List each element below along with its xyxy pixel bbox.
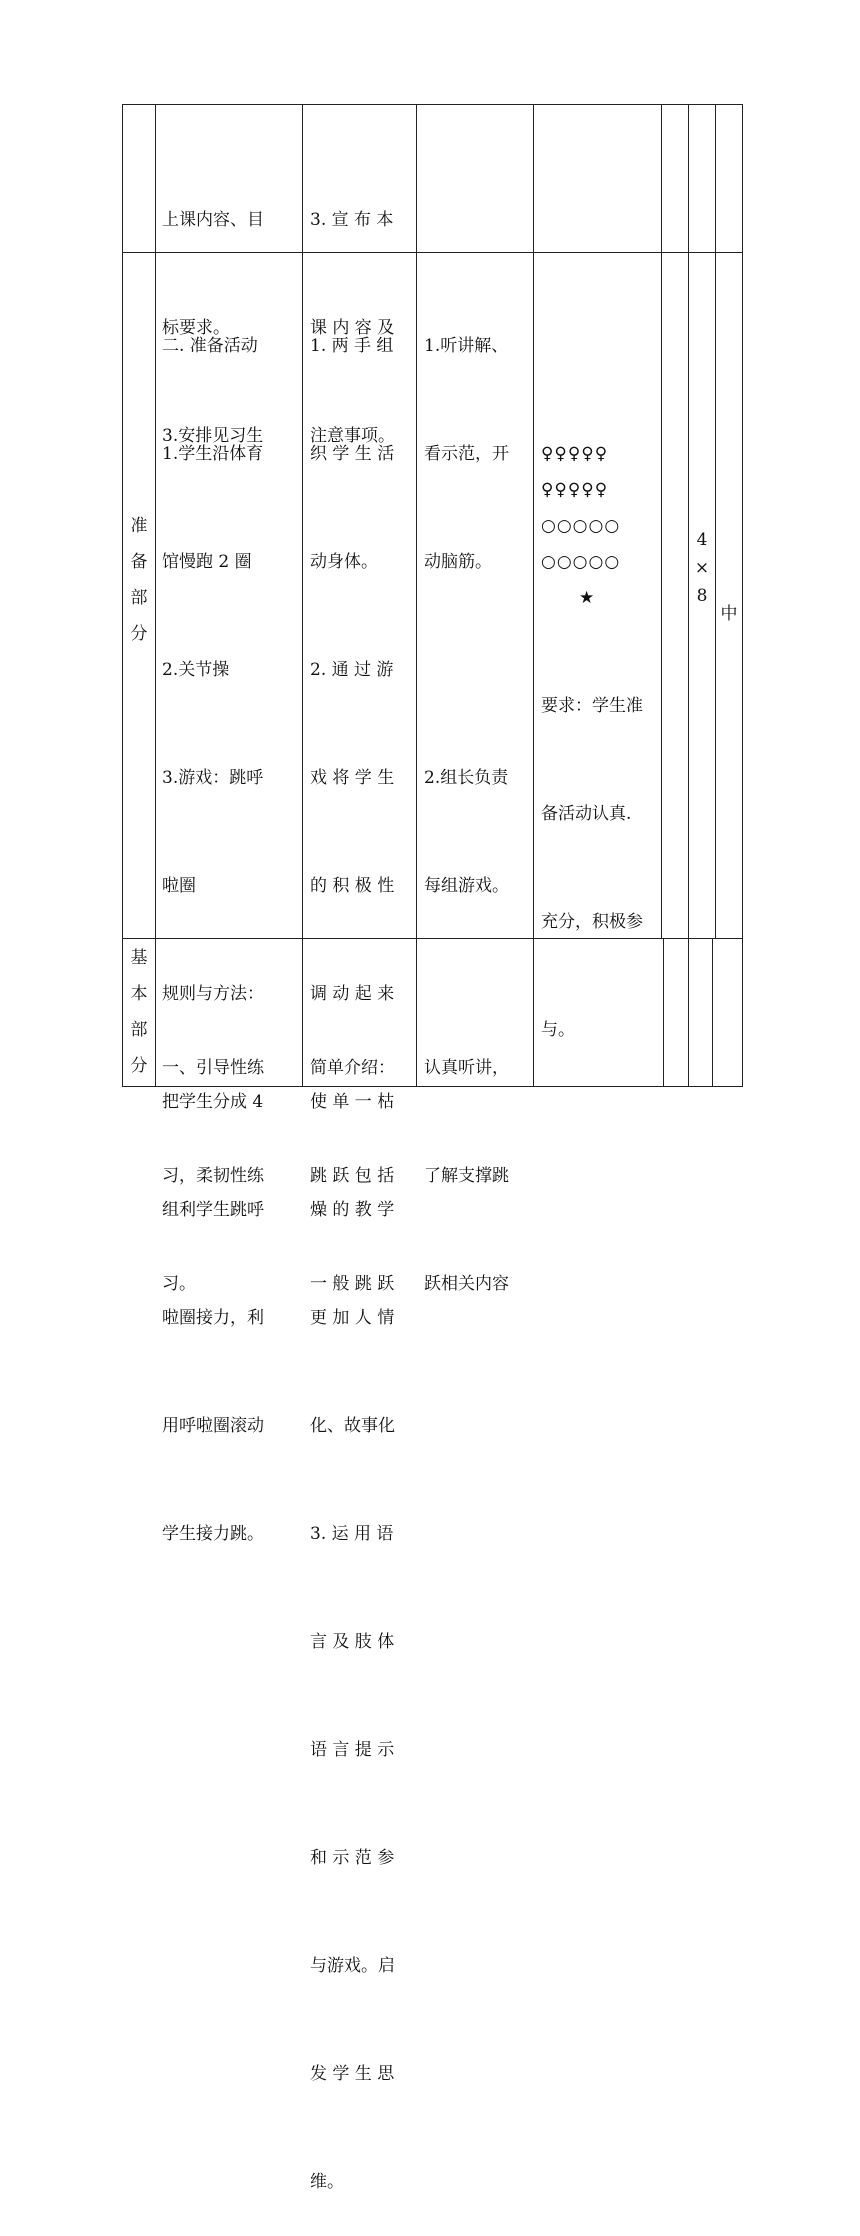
row3-content-line-2: 习，柔韧性练	[162, 1166, 264, 1186]
row1-content-line-1: 上课内容、目	[162, 210, 264, 230]
row2-content-line-12: 学生接力跳。	[162, 1524, 264, 1544]
row2-teacher-line-4: 2. 通 过 游	[310, 660, 394, 680]
requirement-line-4: 与。	[541, 1020, 575, 1040]
row2-teacher-line-1: 1. 两 手 组	[310, 336, 394, 356]
column-divider-5b	[663, 938, 664, 1087]
requirement-line-2: 备活动认真.	[541, 804, 632, 824]
circle-row-1: ○○○○○	[541, 516, 621, 536]
intensity-label: 中	[720, 604, 738, 624]
row2-teacher-line-10: 更 加 人 情	[310, 1308, 395, 1328]
row3-student-line-1: 认真听讲，	[424, 1058, 509, 1078]
row2-formation-cell	[541, 436, 659, 616]
row2-student-line-6: 每组游戏。	[424, 876, 509, 896]
row2-teacher-line-9: 燥 的 教 学	[310, 1200, 395, 1220]
row2-requirement-text	[541, 616, 659, 1084]
table-border-top	[122, 104, 742, 105]
row2-content-line-2: 1.学生沿体育	[162, 444, 264, 464]
row2-section-label	[123, 508, 155, 652]
row3-teacher-line-2: 跳 跃 包 括	[310, 1166, 395, 1186]
row2-student-line-4	[424, 652, 528, 688]
row3-content-cell	[162, 978, 296, 1338]
column-divider-7	[715, 104, 716, 939]
section-char-4: 分	[130, 624, 148, 644]
row2-student-line-2: 看示范，开	[424, 444, 509, 464]
row3-student-line-3: 跃相关内容	[424, 1274, 509, 1294]
row2-content-line-4: 2.关节操	[162, 660, 230, 680]
row2-teacher-line-7: 调 动 起 来	[310, 984, 395, 1004]
row1-teacher-line-2: 课 内 容 及	[310, 318, 395, 338]
row2-content-line-8: 把学生分成 4	[162, 1092, 264, 1112]
row3-content-line-3: 习。	[162, 1274, 196, 1294]
row3-teacher-cell	[310, 978, 410, 1338]
row2-teacher-line-15: 和 示 范 参	[310, 1848, 395, 1868]
times-char-2: ×	[694, 558, 710, 578]
row3-content-line-1: 一、引导性练	[162, 1058, 264, 1078]
row2-teacher-line-18: 维。	[310, 2172, 344, 2192]
section3-char-4: 分	[130, 1056, 148, 1076]
row2-content-line-3: 馆慢跑 2 圈	[162, 552, 252, 572]
section3-char-1: 基	[130, 948, 148, 968]
row2-times-cell	[686, 526, 718, 610]
requirement-line-1: 要求：学生准	[541, 696, 643, 716]
row2-teacher-line-2: 织 学 生 活	[310, 444, 395, 464]
section3-char-3: 部	[130, 1020, 148, 1040]
row2-student-line-3: 动脑筋。	[424, 552, 492, 572]
teacher-star-icon: ★	[579, 588, 596, 608]
column-divider-7b	[712, 938, 713, 1087]
row2-teacher-line-16: 与游戏。启	[310, 1956, 395, 1976]
row3-section-label	[123, 940, 155, 1084]
row3-student-cell	[424, 978, 528, 1338]
row2-intensity-cell	[715, 596, 743, 632]
row3-teacher-line-1: 简单介绍：	[310, 1058, 395, 1078]
female-row-1: ♀♀♀♀♀	[541, 444, 609, 464]
row2-teacher-line-17: 发 学 生 思	[310, 2064, 395, 2084]
row2-teacher-line-14: 语 言 提 示	[310, 1740, 395, 1760]
row2-content-line-6: 啦圈	[162, 876, 196, 896]
row2-student-line-5: 2.组长负责	[424, 768, 509, 788]
row2-content-line-10: 啦圈接力，利	[162, 1308, 264, 1328]
row2-teacher-line-11: 化、故事化	[310, 1416, 395, 1436]
row2-content-line-1: 二. 准备活动	[162, 336, 258, 356]
row2-teacher-line-13: 言 及 肢 体	[310, 1632, 395, 1652]
row2-student-cell	[424, 256, 528, 940]
row2-content-line-9: 组利学生跳呼	[162, 1200, 264, 1220]
column-divider-1	[155, 104, 156, 1087]
row2-teacher-line-8: 使 单 一 枯	[310, 1092, 395, 1112]
row2-teacher-line-12: 3. 运 用 语	[310, 1524, 394, 1544]
requirement-line-3: 充分，积极参	[541, 912, 643, 932]
section-char-3: 部	[130, 588, 148, 608]
row2-teacher-line-5: 戏 将 学 生	[310, 768, 395, 788]
row1-teacher-line-3: 注意事项。	[310, 426, 395, 446]
row2-teacher-line-3: 动身体。	[310, 552, 378, 572]
column-divider-5	[661, 104, 662, 939]
row2-content-line-11: 用呼啦圈滚动	[162, 1416, 264, 1436]
row2-content-cell	[162, 256, 296, 1588]
section-char-1: 准	[130, 516, 148, 536]
row3-teacher-line-3: 一 般 跳 跃	[310, 1274, 395, 1294]
row2-content-line-7: 规则与方法：	[162, 984, 264, 1004]
column-divider-4	[533, 104, 534, 1087]
column-divider-3	[416, 104, 417, 1087]
row3-student-line-2: 了解支撑跳	[424, 1166, 509, 1186]
column-divider-2	[302, 104, 303, 1087]
section-char-2: 备	[130, 552, 148, 572]
row1-content-line-3: 3.安排见习生	[162, 426, 264, 446]
female-row-2: ♀♀♀♀♀	[541, 480, 609, 500]
row2-teacher-line-6: 的 积 极 性	[310, 876, 395, 896]
row1-content-line-2: 标要求。	[162, 318, 230, 338]
section3-char-2: 本	[130, 984, 148, 1004]
circle-row-2: ○○○○○	[541, 552, 621, 572]
row2-student-line-1: 1.听讲解、	[424, 336, 509, 356]
times-char-3: 8	[696, 586, 708, 606]
row1-teacher-line-1: 3. 宣 布 本	[310, 210, 394, 230]
row2-content-line-5: 3.游戏：跳呼	[162, 768, 264, 788]
times-char-1: 4	[696, 530, 708, 550]
